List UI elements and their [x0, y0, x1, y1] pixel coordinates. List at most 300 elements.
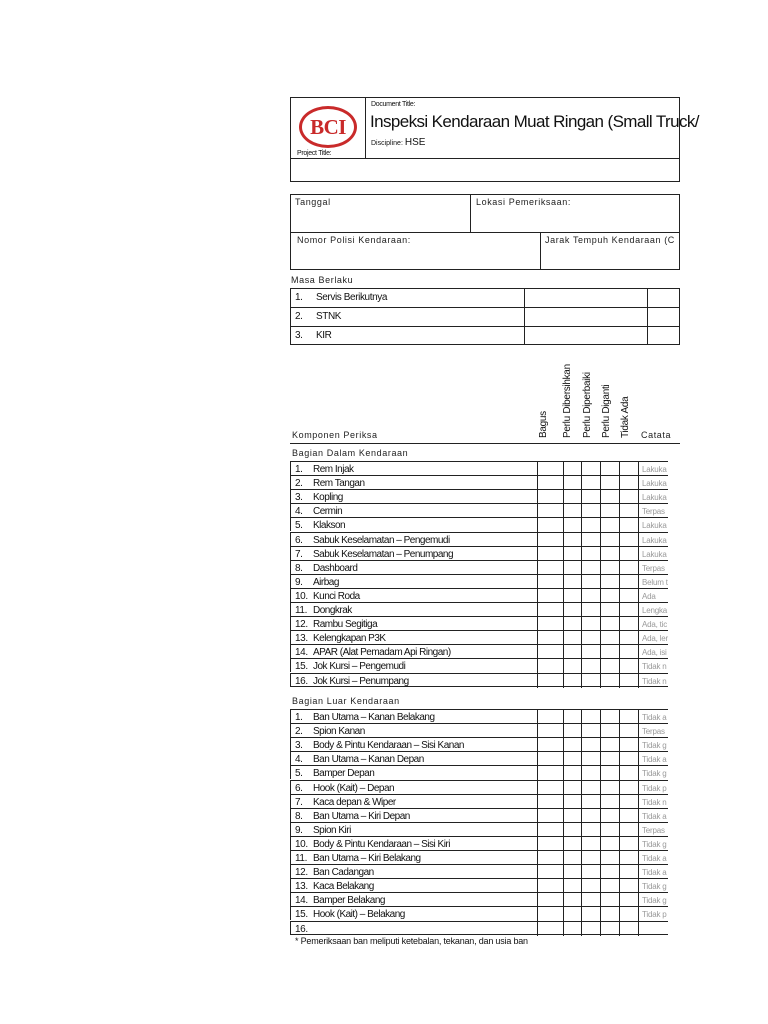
row-component-name: Klakson	[313, 520, 346, 532]
check-cell[interactable]	[537, 659, 538, 673]
check-cell[interactable]	[619, 795, 620, 809]
checklist-row	[290, 892, 668, 906]
check-cell[interactable]	[563, 781, 564, 795]
check-cell[interactable]	[619, 823, 620, 837]
check-cell[interactable]	[600, 674, 601, 688]
checklist-row	[290, 850, 668, 864]
check-cell[interactable]	[581, 645, 582, 659]
note-divider	[638, 504, 639, 518]
check-cell[interactable]	[600, 589, 601, 603]
catatan-label: Catata	[641, 430, 672, 440]
check-cell[interactable]	[581, 674, 582, 688]
check-cell[interactable]	[600, 575, 601, 589]
check-cell[interactable]	[600, 659, 601, 673]
row-note: Tidak a	[642, 755, 667, 765]
check-cell[interactable]	[537, 710, 538, 724]
check-cell[interactable]	[600, 504, 601, 518]
check-cell[interactable]	[537, 645, 538, 659]
row-number: 1.	[295, 464, 303, 475]
check-cell[interactable]	[600, 518, 601, 532]
row-component-name: Hook (Kait) – Depan	[313, 782, 395, 794]
row-note: Tidak a	[642, 854, 667, 863]
check-cell[interactable]	[563, 907, 564, 921]
check-cell[interactable]	[537, 907, 538, 921]
check-cell[interactable]	[563, 518, 564, 532]
check-cell[interactable]	[581, 462, 582, 476]
row-number: 7.	[295, 548, 303, 560]
row-note: Tidak a	[642, 868, 667, 878]
check-cell[interactable]	[563, 589, 564, 603]
check-cell[interactable]	[600, 476, 601, 490]
check-cell[interactable]	[581, 659, 582, 673]
row-component-name: Jok Kursi – Penumpang	[313, 675, 409, 687]
check-cell[interactable]	[537, 752, 538, 766]
check-cell[interactable]	[581, 518, 582, 532]
check-cell[interactable]	[537, 724, 538, 738]
row-number: 12.	[295, 867, 308, 879]
check-cell[interactable]	[619, 724, 620, 738]
check-cell[interactable]	[563, 561, 564, 575]
check-cell[interactable]	[537, 738, 538, 752]
row-component-name: Hook (Kait) – Belakang	[313, 909, 405, 921]
check-cell[interactable]	[619, 659, 620, 673]
row-note: Tidak p	[642, 783, 667, 793]
row-note: Tidak g	[642, 896, 667, 906]
row-number: 11.	[295, 853, 307, 864]
check-cell[interactable]	[537, 893, 538, 907]
checklist-row	[290, 658, 668, 672]
row-note: Lakuka	[642, 493, 667, 503]
check-cell[interactable]	[600, 893, 601, 907]
row-number: 10.	[295, 838, 308, 850]
row-component-name: Body & Pintu Kendaraan – Sisi Kanan	[313, 740, 464, 752]
check-cell[interactable]	[563, 809, 564, 823]
row-component-name: Kelengkapan P3K	[313, 633, 386, 645]
row-note: Terpas	[642, 727, 665, 737]
checklist-row	[290, 780, 668, 794]
check-cell[interactable]	[563, 710, 564, 724]
checklist-row	[290, 475, 668, 489]
check-cell[interactable]	[600, 631, 601, 645]
check-cell[interactable]	[563, 547, 564, 561]
row-note: Tidak n	[642, 797, 667, 807]
row-note: Ada, tic	[642, 620, 668, 630]
check-cell[interactable]	[563, 533, 564, 547]
row-number: 7.	[295, 796, 303, 808]
check-cell[interactable]	[563, 674, 564, 688]
check-cell[interactable]	[581, 603, 582, 617]
check-cell[interactable]	[581, 617, 582, 631]
row-note: Tidak g	[642, 769, 667, 779]
row-number: 16.	[295, 923, 308, 935]
check-cell[interactable]	[537, 575, 538, 589]
check-cell[interactable]	[581, 490, 582, 504]
check-cell[interactable]	[563, 631, 564, 645]
row-note: Tidak g	[642, 839, 667, 849]
row-note: Lakuka	[642, 549, 667, 559]
check-cell[interactable]	[581, 907, 582, 921]
check-cell[interactable]	[600, 547, 601, 561]
row-component-name: Rambu Segitiga	[313, 619, 378, 631]
note-divider	[638, 631, 639, 645]
check-cell[interactable]	[537, 547, 538, 561]
check-cell[interactable]	[537, 837, 538, 851]
check-cell[interactable]	[537, 561, 538, 575]
check-cell[interactable]	[537, 490, 538, 504]
check-cell[interactable]	[581, 631, 582, 645]
check-cell[interactable]	[619, 631, 620, 645]
row-number: 6.	[295, 782, 303, 794]
check-cell[interactable]	[563, 603, 564, 617]
check-cell[interactable]	[563, 645, 564, 659]
checklist-row	[290, 630, 668, 644]
checklist-row	[290, 822, 668, 836]
row-component-name: Kaca depan & Wiper	[313, 796, 396, 808]
check-cell[interactable]	[619, 589, 620, 603]
check-cell[interactable]	[563, 865, 564, 879]
discipline-value: HSE	[404, 137, 426, 148]
masa-item-num: 2.	[295, 311, 303, 322]
check-cell[interactable]	[619, 575, 620, 589]
check-cell[interactable]	[600, 766, 601, 780]
check-cell[interactable]	[563, 724, 564, 738]
check-cell[interactable]	[600, 907, 601, 921]
col-header-tidak-ada: Tidak Ada	[620, 396, 631, 438]
check-cell[interactable]	[619, 893, 620, 907]
check-cell[interactable]	[619, 547, 620, 561]
check-cell[interactable]	[537, 851, 538, 865]
row-number: 6.	[295, 534, 303, 546]
check-cell[interactable]	[600, 795, 601, 809]
checklist-row	[290, 765, 668, 779]
check-cell[interactable]	[600, 851, 601, 865]
check-cell[interactable]	[537, 462, 538, 476]
row-note: Ada, isi	[642, 648, 667, 658]
check-cell[interactable]	[581, 724, 582, 738]
nomor-polisi-label: Nomor Polisi Kendaraan:	[297, 235, 411, 245]
row-note: Lakuka	[642, 535, 667, 545]
check-cell[interactable]	[581, 575, 582, 589]
jarak-tempuh-label: Jarak Tempuh Kendaraan (C	[545, 235, 675, 245]
check-cell[interactable]	[537, 617, 538, 631]
check-cell[interactable]	[581, 809, 582, 823]
row-number: 15.	[295, 661, 308, 673]
row-number: 11.	[295, 605, 307, 616]
check-cell[interactable]	[619, 837, 620, 851]
row-component-name: Airbag	[313, 576, 339, 588]
check-cell[interactable]	[581, 476, 582, 490]
checklist-row	[290, 921, 668, 935]
check-cell[interactable]	[619, 907, 620, 921]
check-cell[interactable]	[563, 823, 564, 837]
row-note: Tidak g	[642, 741, 667, 751]
row-note: Terpas	[642, 507, 665, 517]
check-cell[interactable]	[563, 504, 564, 518]
col-header-bagus: Bagus	[538, 411, 549, 438]
check-cell[interactable]	[619, 710, 620, 724]
checklist-row	[290, 709, 668, 723]
row-note: Tidak a	[642, 811, 667, 821]
check-cell[interactable]	[581, 837, 582, 851]
check-cell[interactable]	[619, 504, 620, 518]
note-divider	[638, 462, 639, 476]
check-cell[interactable]	[581, 561, 582, 575]
check-cell[interactable]	[581, 851, 582, 865]
checklist-row	[290, 517, 668, 531]
note-divider	[638, 837, 639, 851]
check-cell[interactable]	[563, 490, 564, 504]
note-divider	[638, 674, 639, 688]
check-cell[interactable]	[619, 879, 620, 893]
discipline-label: Discipline: HSE	[371, 137, 426, 148]
footnote: * Pemeriksaan ban meliputi ketebalan, tekanan, dan usia ban	[295, 936, 528, 946]
check-cell[interactable]	[563, 575, 564, 589]
tanggal-label: Tanggal	[295, 197, 331, 207]
row-number: 13.	[295, 633, 308, 645]
project-title-label: Project Title:	[297, 150, 332, 157]
check-cell[interactable]	[600, 809, 601, 823]
note-divider	[638, 533, 639, 547]
row-component-name: Body & Pintu Kendaraan – Sisi Kiri	[313, 838, 450, 850]
note-divider	[638, 879, 639, 893]
row-number: 1.	[295, 712, 303, 723]
check-cell[interactable]	[600, 738, 601, 752]
row-component-name: Bamper Belakang	[313, 895, 385, 907]
note-divider	[638, 476, 639, 490]
note-divider	[638, 645, 639, 659]
row-component-name: Ban Utama – Kanan Belakang	[313, 712, 435, 723]
row-component-name: Sabuk Keselamatan – Penumpang	[313, 548, 454, 560]
checklist-row	[290, 836, 668, 850]
check-cell[interactable]	[581, 922, 582, 936]
check-cell[interactable]	[563, 922, 564, 936]
check-cell[interactable]	[581, 823, 582, 837]
row-component-name: Ban Utama – Kiri Belakang	[313, 853, 421, 864]
check-cell[interactable]	[563, 738, 564, 752]
check-cell[interactable]	[600, 462, 601, 476]
check-cell[interactable]	[581, 752, 582, 766]
row-number: 2.	[295, 478, 303, 490]
check-cell[interactable]	[619, 738, 620, 752]
check-cell[interactable]	[619, 752, 620, 766]
check-cell[interactable]	[619, 533, 620, 547]
note-divider	[638, 518, 639, 532]
check-cell[interactable]	[581, 795, 582, 809]
check-cell[interactable]	[537, 476, 538, 490]
check-cell[interactable]	[563, 617, 564, 631]
check-cell[interactable]	[619, 476, 620, 490]
masa-item-stnk: STNK	[316, 311, 342, 322]
check-cell[interactable]	[563, 659, 564, 673]
check-cell[interactable]	[537, 533, 538, 547]
note-divider	[638, 823, 639, 837]
check-cell[interactable]	[600, 561, 601, 575]
note-divider	[638, 893, 639, 907]
checklist-row	[290, 794, 668, 808]
check-cell[interactable]	[581, 533, 582, 547]
check-cell[interactable]	[600, 879, 601, 893]
checklist-row	[290, 461, 668, 475]
checklist-row	[290, 588, 668, 602]
row-component-name: Bamper Depan	[313, 768, 375, 780]
row-note: Lakuka	[642, 521, 667, 531]
check-cell[interactable]	[537, 504, 538, 518]
note-divider	[638, 752, 639, 766]
check-cell[interactable]	[619, 561, 620, 575]
note-divider	[638, 809, 639, 823]
row-note: Lakuka	[642, 479, 667, 489]
check-cell[interactable]	[600, 533, 601, 547]
check-cell[interactable]	[600, 710, 601, 724]
note-divider	[638, 603, 639, 617]
row-number: 15.	[295, 909, 308, 921]
check-cell[interactable]	[537, 809, 538, 823]
check-cell[interactable]	[619, 518, 620, 532]
row-component-name: Dashboard	[313, 562, 358, 574]
check-cell[interactable]	[563, 795, 564, 809]
masa-berlaku-title: Masa Berlaku	[291, 275, 354, 285]
checklist-row	[290, 751, 668, 765]
row-note: Tidak n	[642, 662, 667, 672]
row-component-name: Rem Injak	[313, 464, 354, 475]
check-cell[interactable]	[581, 781, 582, 795]
row-component-name: Rem Tangan	[313, 478, 365, 490]
check-cell[interactable]	[537, 823, 538, 837]
check-cell[interactable]	[600, 823, 601, 837]
bagian-luar-title: Bagian Luar Kendaraan	[292, 696, 400, 706]
check-cell[interactable]	[563, 893, 564, 907]
col-header-perlu-dibersihkan: Perlu Dibersihkan	[562, 364, 573, 438]
check-cell[interactable]	[537, 795, 538, 809]
check-cell[interactable]	[563, 766, 564, 780]
note-divider	[638, 865, 639, 879]
check-cell[interactable]	[537, 589, 538, 603]
check-cell[interactable]	[581, 766, 582, 780]
document-title-label: Document Title:	[371, 101, 416, 108]
check-cell[interactable]	[619, 922, 620, 936]
check-cell[interactable]	[600, 645, 601, 659]
check-cell[interactable]	[619, 851, 620, 865]
check-cell[interactable]	[581, 547, 582, 561]
check-cell[interactable]	[581, 738, 582, 752]
check-cell[interactable]	[537, 674, 538, 688]
check-cell[interactable]	[619, 645, 620, 659]
note-divider	[638, 710, 639, 724]
check-cell[interactable]	[600, 724, 601, 738]
row-note: Tidak p	[642, 910, 667, 920]
check-cell[interactable]	[619, 462, 620, 476]
check-cell[interactable]	[619, 490, 620, 504]
row-number: 8.	[295, 562, 303, 574]
row-number: 9.	[295, 576, 303, 588]
note-divider	[638, 738, 639, 752]
checklist-row	[290, 574, 668, 588]
row-component-name: Ban Utama – Kiri Depan	[313, 810, 410, 822]
note-divider	[638, 575, 639, 589]
note-divider	[638, 781, 639, 795]
row-note: Tidak n	[642, 676, 667, 686]
check-cell[interactable]	[600, 781, 601, 795]
row-number: 14.	[295, 647, 308, 659]
document-title: Inspeksi Kendaraan Muat Ringan (Small Truck/	[370, 112, 699, 131]
row-note: Terpas	[642, 563, 665, 573]
check-cell[interactable]	[563, 851, 564, 865]
check-cell[interactable]	[600, 603, 601, 617]
check-cell[interactable]	[619, 617, 620, 631]
note-divider	[638, 589, 639, 603]
check-cell[interactable]	[537, 781, 538, 795]
checklist-row	[290, 673, 668, 687]
row-number: 3.	[295, 740, 303, 752]
check-cell[interactable]	[581, 710, 582, 724]
note-divider	[638, 907, 639, 921]
check-cell[interactable]	[600, 922, 601, 936]
check-cell[interactable]	[600, 837, 601, 851]
note-divider	[638, 851, 639, 865]
row-component-name: Kopling	[313, 492, 343, 504]
check-cell[interactable]	[537, 518, 538, 532]
row-note: Belum t	[642, 577, 668, 587]
col-header-perlu-diganti: Perlu Diganti	[601, 384, 612, 438]
checklist-row	[290, 560, 668, 574]
check-cell[interactable]	[563, 837, 564, 851]
check-cell[interactable]	[537, 922, 538, 936]
check-cell[interactable]	[537, 766, 538, 780]
check-cell[interactable]	[619, 809, 620, 823]
masa-item-num: 3.	[295, 330, 303, 341]
row-component-name: Dongkrak	[313, 605, 352, 616]
check-cell[interactable]	[537, 631, 538, 645]
check-cell[interactable]	[581, 865, 582, 879]
check-cell[interactable]	[581, 589, 582, 603]
check-cell[interactable]	[563, 752, 564, 766]
check-cell[interactable]	[600, 617, 601, 631]
check-cell[interactable]	[619, 781, 620, 795]
check-cell[interactable]	[581, 893, 582, 907]
row-number: 8.	[295, 810, 303, 822]
masa-item-kir: KIR	[316, 330, 332, 341]
check-cell[interactable]	[619, 766, 620, 780]
check-cell[interactable]	[619, 865, 620, 879]
checklist-row	[290, 489, 668, 503]
check-cell[interactable]	[537, 865, 538, 879]
note-divider	[638, 617, 639, 631]
note-divider	[638, 724, 639, 738]
row-component-name: Spion Kiri	[313, 824, 351, 836]
check-cell[interactable]	[563, 476, 564, 490]
check-cell[interactable]	[600, 865, 601, 879]
row-note: Ada, ler	[642, 634, 668, 644]
row-note: Terpas	[642, 825, 665, 835]
row-component-name: APAR (Alat Pemadam Api Ringan)	[313, 647, 451, 659]
check-cell[interactable]	[563, 462, 564, 476]
check-cell[interactable]	[581, 504, 582, 518]
checklist-row	[290, 602, 668, 616]
check-cell[interactable]	[563, 879, 564, 893]
note-divider	[638, 922, 639, 936]
row-component-name: Ban Utama – Kanan Depan	[313, 754, 424, 766]
check-cell[interactable]	[619, 674, 620, 688]
check-cell[interactable]	[600, 752, 601, 766]
check-cell[interactable]	[600, 490, 601, 504]
check-cell[interactable]	[581, 879, 582, 893]
row-number: 10.	[295, 590, 308, 602]
check-cell[interactable]	[537, 879, 538, 893]
note-divider	[638, 547, 639, 561]
check-cell[interactable]	[619, 603, 620, 617]
check-cell[interactable]	[537, 603, 538, 617]
checklist-row	[290, 644, 668, 658]
